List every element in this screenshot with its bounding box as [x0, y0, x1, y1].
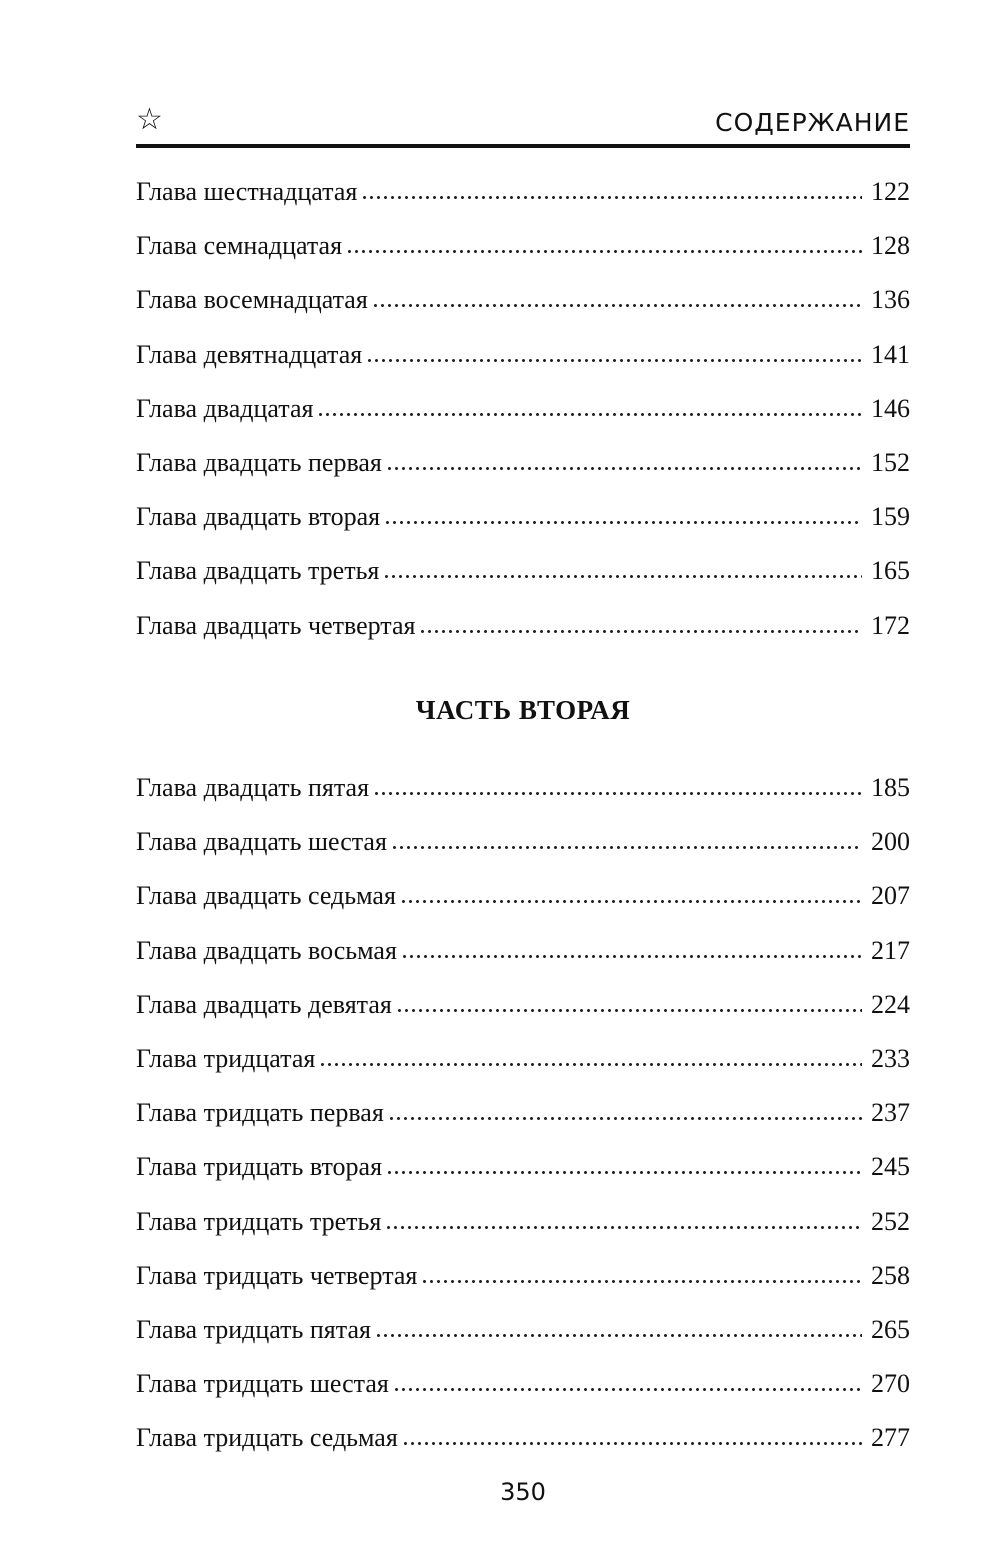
toc-entry — [136, 1254, 910, 1308]
dot-leader — [386, 1157, 862, 1177]
toc-entry — [136, 224, 910, 278]
toc-entry-title: Глава двадцать четвертая — [136, 610, 416, 640]
toc-entry-page: 265 — [871, 1314, 910, 1344]
toc-entry-page: 237 — [871, 1098, 910, 1128]
toc-entry-page: 172 — [871, 610, 910, 640]
toc-entry — [136, 1416, 910, 1470]
toc-entry-title: Глава тридцать вторая — [136, 1152, 383, 1182]
toc-entry-title: Глава семнадцатая — [136, 231, 343, 261]
toc-entry-title: Глава тридцать четвертая — [136, 1260, 418, 1290]
toc-entry-page: 224 — [871, 989, 910, 1019]
toc-entry-page: 207 — [871, 881, 910, 911]
toc-entry-title: Глава двадцать седьмая — [136, 881, 396, 911]
dot-leader — [317, 399, 862, 419]
toc-entry — [136, 1362, 910, 1416]
toc-entry-page: 270 — [871, 1369, 910, 1399]
toc-entry-title: Глава двадцать восьмая — [136, 935, 397, 965]
toc-entry — [136, 1145, 910, 1199]
dot-leader — [372, 290, 862, 310]
toc-entry-title: Глава двадцать первая — [136, 447, 382, 477]
toc-entry — [136, 1200, 910, 1254]
dot-leader — [400, 886, 862, 906]
dot-leader — [383, 561, 862, 581]
toc-part-two — [136, 766, 910, 1470]
toc-entry — [136, 820, 910, 874]
star-icon: ☆ — [136, 102, 163, 137]
part-two-heading: ЧАСТЬ ВТОРАЯ — [415, 695, 631, 725]
toc-entry-title: Глава двадцать шестая — [136, 827, 387, 857]
toc-entry — [136, 495, 910, 549]
dot-leader — [319, 1049, 862, 1069]
toc-entry-page: 122 — [871, 177, 910, 206]
toc-entry-title: Глава двадцать пятая — [136, 773, 370, 802]
toc-entry-page: 136 — [871, 285, 910, 315]
toc-entry — [136, 1308, 910, 1362]
toc-entry — [136, 604, 910, 658]
dot-leader — [393, 1374, 862, 1394]
dot-leader — [385, 1212, 862, 1232]
toc-entry-title: Глава тридцатая — [136, 1043, 316, 1073]
dot-leader — [373, 778, 862, 798]
toc-entry — [136, 1037, 910, 1091]
toc-entry-title: Глава тридцать пятая — [136, 1314, 371, 1344]
toc-entry-page: 252 — [871, 1206, 910, 1236]
running-header — [136, 100, 910, 148]
toc-entry — [136, 1091, 910, 1145]
dot-leader — [391, 832, 862, 852]
toc-entry-page: 141 — [871, 339, 910, 369]
toc-entry-title: Глава тридцать первая — [136, 1098, 384, 1128]
dot-leader — [375, 1320, 862, 1340]
toc-entry — [136, 278, 910, 332]
dot-leader — [421, 1266, 862, 1286]
toc-entry — [136, 441, 910, 495]
toc-entry-page: 165 — [871, 556, 910, 586]
toc-entry — [136, 874, 910, 928]
dot-leader — [396, 995, 862, 1015]
dot-leader — [401, 941, 862, 961]
toc-entry-page: 159 — [871, 502, 910, 532]
toc-entry — [136, 983, 910, 1037]
toc-entry — [136, 333, 910, 387]
dot-leader — [366, 345, 862, 365]
toc-entry-title: Глава двадцатая — [136, 393, 314, 423]
toc-entry-title: Глава двадцать третья — [136, 556, 380, 586]
toc-entry — [136, 170, 910, 224]
toc-entry-title: Глава тридцать седьмая — [136, 1423, 398, 1453]
toc-entry-title: Глава двадцать девятая — [136, 989, 392, 1019]
running-title: СОДЕРЖАНИЕ — [715, 108, 910, 137]
toc-entry — [136, 766, 910, 820]
toc-entry-title: Глава тридцать третья — [136, 1206, 382, 1236]
toc-entry — [136, 929, 910, 983]
toc-entry-page: 277 — [871, 1423, 910, 1453]
toc-entry-page: 152 — [871, 447, 910, 477]
toc-entry-page: 258 — [871, 1260, 910, 1290]
toc-entry-title: Глава девятнадцатая — [136, 339, 363, 369]
dot-leader — [419, 616, 862, 636]
dot-leader — [386, 453, 862, 473]
dot-leader — [384, 507, 862, 527]
dot-leader — [388, 1103, 862, 1123]
toc-entry-title: Глава тридцать шестая — [136, 1369, 389, 1399]
toc-entry-title: Глава двадцать вторая — [136, 502, 381, 532]
toc-entry — [136, 549, 910, 603]
toc-entry-page: 185 — [871, 773, 910, 802]
toc-entry-page: 200 — [871, 827, 910, 857]
toc-entry-page: 217 — [871, 935, 910, 965]
dot-leader — [361, 182, 862, 202]
toc-entry-title: Глава шестнадцатая — [136, 177, 358, 206]
dot-leader — [402, 1428, 862, 1448]
toc-entry-page: 128 — [871, 231, 910, 261]
toc-part-one — [136, 170, 910, 658]
toc-entry-page: 245 — [871, 1152, 910, 1182]
page-number: 350 — [500, 1478, 546, 1506]
toc-entry — [136, 387, 910, 441]
toc-entry-title: Глава восемнадцатая — [136, 285, 368, 315]
dot-leader — [346, 236, 862, 256]
toc-entry-page: 233 — [871, 1043, 910, 1073]
toc-entry-page: 146 — [871, 393, 910, 423]
